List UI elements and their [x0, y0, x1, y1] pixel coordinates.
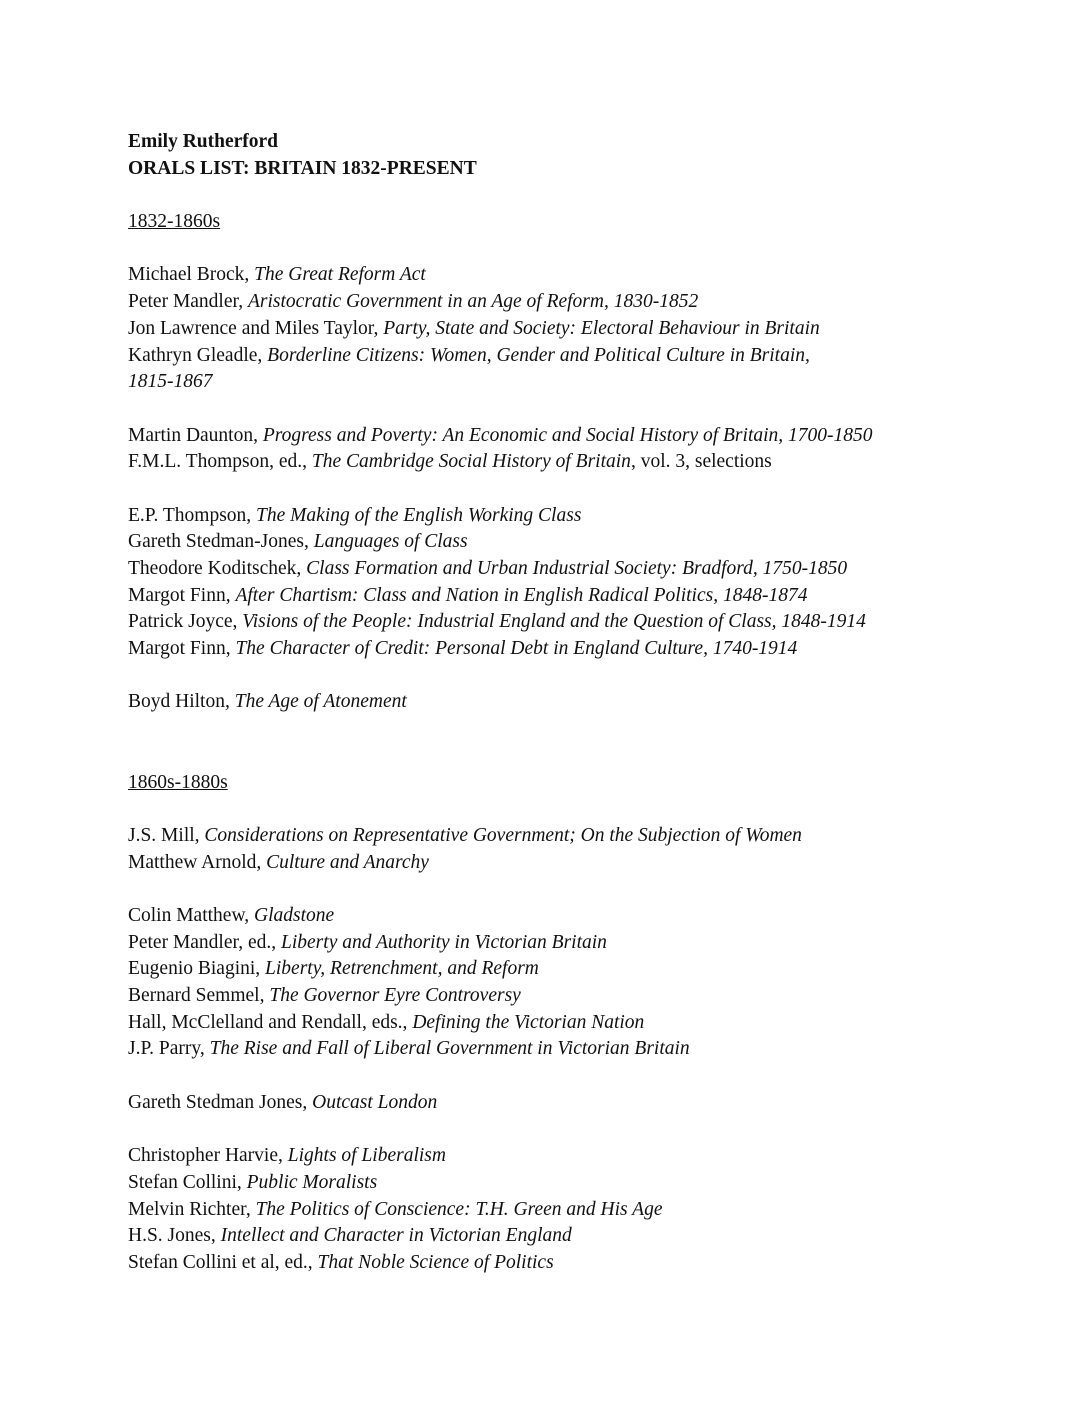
entry-author: Colin Matthew, [128, 904, 255, 926]
entry-author: Margot Finn, [128, 638, 236, 660]
bibliography-entry [128, 823, 1028, 850]
entry-author: Peter Mandler, [128, 291, 248, 313]
entry-note: , vol. 3, selections [630, 451, 772, 473]
entry-title: Aristocratic Government in an Age of Reform, 1830-1852 [247, 291, 699, 313]
entry-title: Liberty and Authority in Victorian Britain [281, 931, 607, 953]
bibliography-entry [128, 983, 1028, 1010]
entry-title: Intellect and Character in Victorian England [220, 1225, 572, 1247]
bibliography-entry [128, 903, 1028, 930]
bibliography-entry [128, 609, 1028, 636]
author-name: Emily Rutherford [128, 131, 279, 152]
bibliography-entry [128, 1090, 1028, 1117]
entry-title: The Rise and Fall of Liberal Government in Victorian Britain [209, 1038, 690, 1060]
entry-title: Languages of Class [313, 531, 468, 553]
entry-title: 1815-1867 [128, 371, 213, 393]
entry-author: E.P. Thompson, [128, 504, 257, 526]
entry-author: Bernard Semmel, [128, 985, 270, 1007]
bibliography-entry [128, 583, 1028, 610]
entry-title: Party, State and Society: Electoral Behaviour in Britain [383, 317, 820, 339]
entry-group [128, 262, 1028, 395]
entry-author: Eugenio Biagini, [128, 958, 266, 980]
entry-author: Christopher Harvie, [128, 1145, 288, 1167]
entry-title: Progress and Poverty: An Economic and Social History of Britain, 1700-1850 [262, 424, 873, 446]
entry-author: Martin Daunton, [128, 424, 263, 446]
entry-group [128, 1143, 1028, 1276]
entry-title: Gladstone [254, 904, 335, 926]
bibliography-entry [128, 1197, 1028, 1224]
entry-group [128, 423, 1028, 476]
bibliography-entry [128, 850, 1028, 877]
entry-author: Kathryn Gleadle, [128, 344, 268, 366]
entry-author: Michael Brock, [128, 264, 255, 286]
entry-author: Gareth Stedman-Jones, [128, 531, 314, 553]
entry-title: That Noble Science of Politics [317, 1251, 554, 1273]
entry-title: Defining the Victorian Nation [412, 1011, 645, 1033]
entry-author: Gareth Stedman Jones, [128, 1091, 313, 1113]
section [128, 716, 1028, 1276]
bibliography-entry [128, 503, 1028, 530]
spacer [128, 663, 1028, 690]
entry-author: Boyd Hilton [128, 691, 225, 713]
section [128, 182, 1028, 716]
entry-author: Margot Finn, [128, 584, 236, 606]
entry-author: Theodore Koditschek, [128, 558, 307, 579]
spacer [128, 396, 1028, 423]
entry-group [128, 1090, 1028, 1117]
bibliography-entry [128, 956, 1028, 983]
entry-author: Stefan Collini et al, ed., [128, 1251, 318, 1273]
entry-title: Liberty, Retrenchment, and Reform [265, 958, 539, 980]
entry-title: The Character of Credit: Personal Debt in England Culture, 1740-1914 [235, 638, 798, 660]
bibliography-entry [128, 369, 1028, 396]
entry-author: Matthew Arnold, [128, 851, 267, 873]
bibliography-entry [128, 930, 1028, 957]
entry-group [128, 503, 1028, 663]
entry-title: The Cambridge Social History of Britain [311, 451, 631, 473]
bibliography-entry [128, 1010, 1028, 1037]
entry-author: Melvin Richter, [128, 1198, 256, 1220]
entry-group [128, 689, 1028, 716]
bibliography-entry [128, 343, 1028, 370]
entry-author: Peter Mandler, ed., [128, 931, 282, 953]
entry-title: Culture and Anarchy [266, 851, 429, 873]
entry-title: Considerations on Representative Government; On the Subjection of Women [204, 824, 802, 846]
entry-author: J.S. Mill, [128, 824, 205, 846]
entry-author: Patrick Joyce, [128, 611, 243, 633]
entry-group [128, 903, 1028, 1063]
entry-title: After Chartism: Class and Nation in English Radical Politics, 1848-1874 [235, 584, 808, 606]
entry-author: Jon Lawrence and Miles Taylor, [128, 317, 384, 339]
entry-group [128, 823, 1028, 876]
entry-title: Lights of Liberalism [287, 1145, 446, 1167]
entry-title: The Making of the English Working Class [256, 504, 582, 526]
bibliography-entry [128, 689, 1028, 716]
bibliography-entry [128, 1143, 1028, 1170]
entry-author: F.M.L. Thompson, ed., [128, 451, 312, 473]
spacer [128, 236, 1028, 263]
bibliography-entry [128, 1250, 1028, 1277]
bibliography-entry [128, 423, 1028, 450]
document-title: ORALS LIST: BRITAIN 1832-PRESENT [128, 157, 477, 179]
bibliography-entry [128, 262, 1028, 289]
entry-title: Outcast London [312, 1091, 438, 1113]
entry-title: The Governor Eyre Controversy [269, 985, 521, 1007]
bibliography-entry [128, 449, 1028, 476]
bibliography-entry [128, 1036, 1028, 1063]
spacer [128, 716, 1028, 769]
bibliography-entry [128, 636, 1028, 663]
bibliography-entry [128, 316, 1028, 343]
entry-title: Visions of the People: Industrial England and the Question of Class, 1848-1914 [242, 611, 866, 633]
entry-author: Stefan Collini, [128, 1171, 247, 1193]
spacer [128, 796, 1028, 823]
bibliography-entry [128, 1223, 1028, 1250]
spacer [128, 476, 1028, 503]
bibliography-entry [128, 1170, 1028, 1197]
reading-list [128, 182, 1028, 1276]
entry-author: J.P. Parry, [128, 1038, 210, 1060]
document-page [128, 129, 1028, 1277]
spacer [128, 876, 1028, 903]
section-heading: 1832-1860s [128, 211, 221, 233]
entry-title: The Politics of Conscience: T.H. Green and His Age [255, 1198, 663, 1220]
section-heading: 1860s-1880s [128, 771, 228, 793]
entry-title: Class Formation and Urban Industrial Society: Bradford, 1750-1850 [306, 558, 848, 579]
bibliography-entry [128, 289, 1028, 316]
entry-title: The Great Reform Act [254, 264, 426, 286]
spacer [128, 182, 1028, 209]
entry-title: Borderline Citizens: Women, Gender and Political Culture in Britain, [267, 344, 810, 366]
entry-title: , The Age of Atonement [224, 691, 407, 713]
entry-author: H.S. Jones, [128, 1225, 221, 1247]
spacer [128, 1063, 1028, 1090]
entry-author: Hall, McClelland and Rendall, eds., [128, 1011, 413, 1033]
entry-title: Public Moralists [246, 1171, 378, 1193]
bibliography-entry [128, 529, 1028, 556]
bibliography-entry [128, 556, 1028, 583]
spacer [128, 1116, 1028, 1143]
